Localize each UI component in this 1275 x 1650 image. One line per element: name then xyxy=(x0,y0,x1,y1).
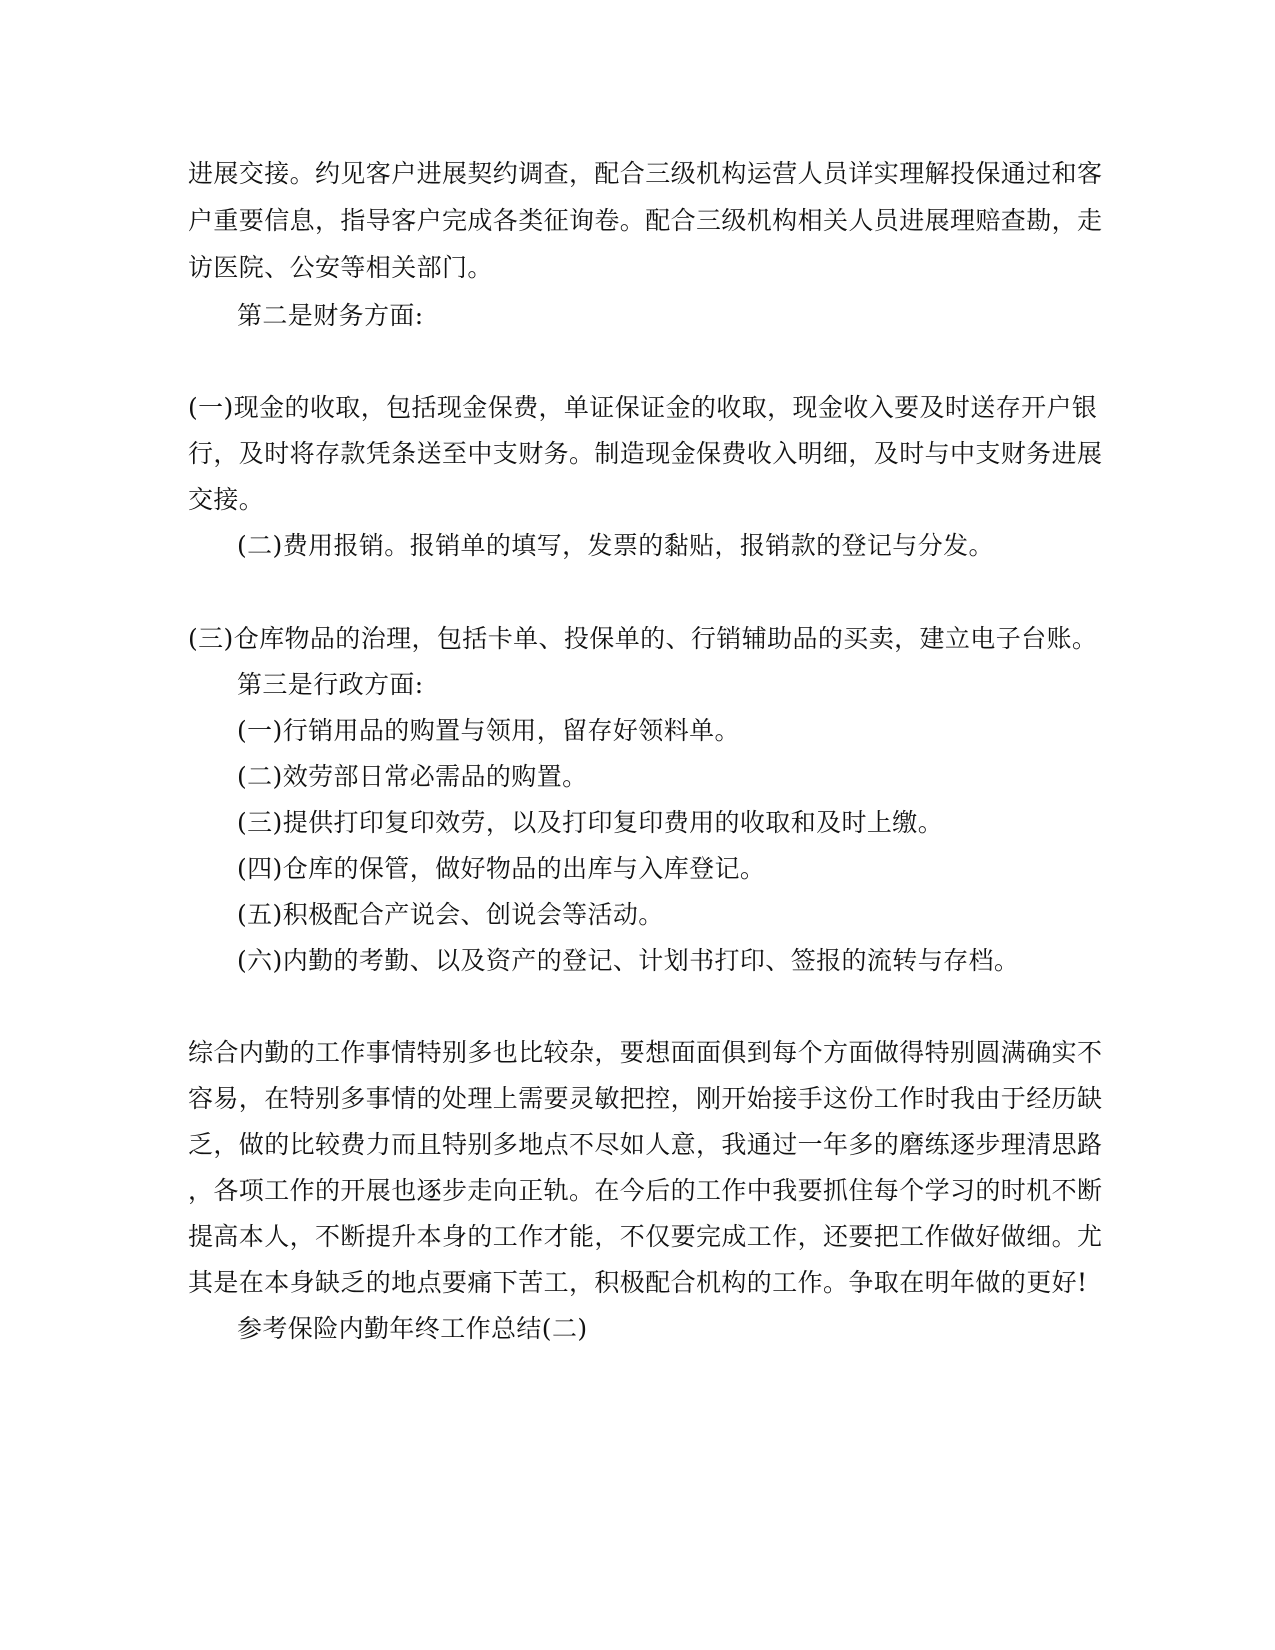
paragraph-line: 访医院、公安等相关部门。 xyxy=(188,253,493,282)
document-subtitle: 参考保险内勤年终工作总结(二) xyxy=(237,1314,588,1343)
paragraph-line: 行，及时将存款凭条送至中支财务。制造现金保费收入明细，及时与中支财务进展 xyxy=(188,439,1103,468)
list-item: (二)费用报销。报销单的填写，发票的黏贴，报销款的登记与分发。 xyxy=(237,531,994,560)
paragraph-line: 进展交接。约见客户进展契约调查，配合三级机构运营人员详实理解投保通过和客 xyxy=(188,159,1103,188)
paragraph-line: 乏，做的比较费力而且特别多地点不尽如人意，我通过一年多的磨练逐步理清思路 xyxy=(188,1130,1103,1159)
section-heading: 第二是财务方面: xyxy=(237,301,424,330)
list-item: (三)仓库物品的治理，包括卡单、投保单的、行销辅助品的买卖，建立电子台账。 xyxy=(188,624,1098,653)
list-item: (一)行销用品的购置与领用，留存好领料单。 xyxy=(237,716,740,745)
list-item: (三)提供打印复印效劳，以及打印复印费用的收取和及时上缴。 xyxy=(237,808,944,837)
paragraph-line: (一)现金的收取，包括现金保费，单证保证金的收取，现金收入要及时送存开户银 xyxy=(188,393,1098,422)
paragraph-line: ，各项工作的开展也逐步走向正轨。在今后的工作中我要抓住每个学习的时机不断 xyxy=(188,1176,1103,1205)
list-item: (五)积极配合产说会、创说会等活动。 xyxy=(237,900,664,929)
list-item: (六)内勤的考勤、以及资产的登记、计划书打印、签报的流转与存档。 xyxy=(237,946,1020,975)
list-item: (二)效劳部日常必需品的购置。 xyxy=(237,762,588,791)
list-item: (四)仓库的保管，做好物品的出库与入库登记。 xyxy=(237,854,766,883)
paragraph-line: 户重要信息，指导客户完成各类征询卷。配合三级机构相关人员进展理赔查勘，走 xyxy=(188,206,1103,235)
paragraph-line: 交接。 xyxy=(188,485,265,514)
section-heading: 第三是行政方面: xyxy=(237,670,424,699)
paragraph-line: 容易，在特别多事情的处理上需要灵敏把控，刚开始接手这份工作时我由于经历缺 xyxy=(188,1084,1103,1113)
paragraph-line: 提高本人，不断提升本身的工作才能，不仅要完成工作，还要把工作做好做细。尤 xyxy=(188,1222,1103,1251)
paragraph-line: 综合内勤的工作事情特别多也比较杂，要想面面俱到每个方面做得特别圆满确实不 xyxy=(188,1038,1103,1067)
paragraph-line: 其是在本身缺乏的地点要痛下苦工，积极配合机构的工作。争取在明年做的更好! xyxy=(188,1268,1088,1297)
